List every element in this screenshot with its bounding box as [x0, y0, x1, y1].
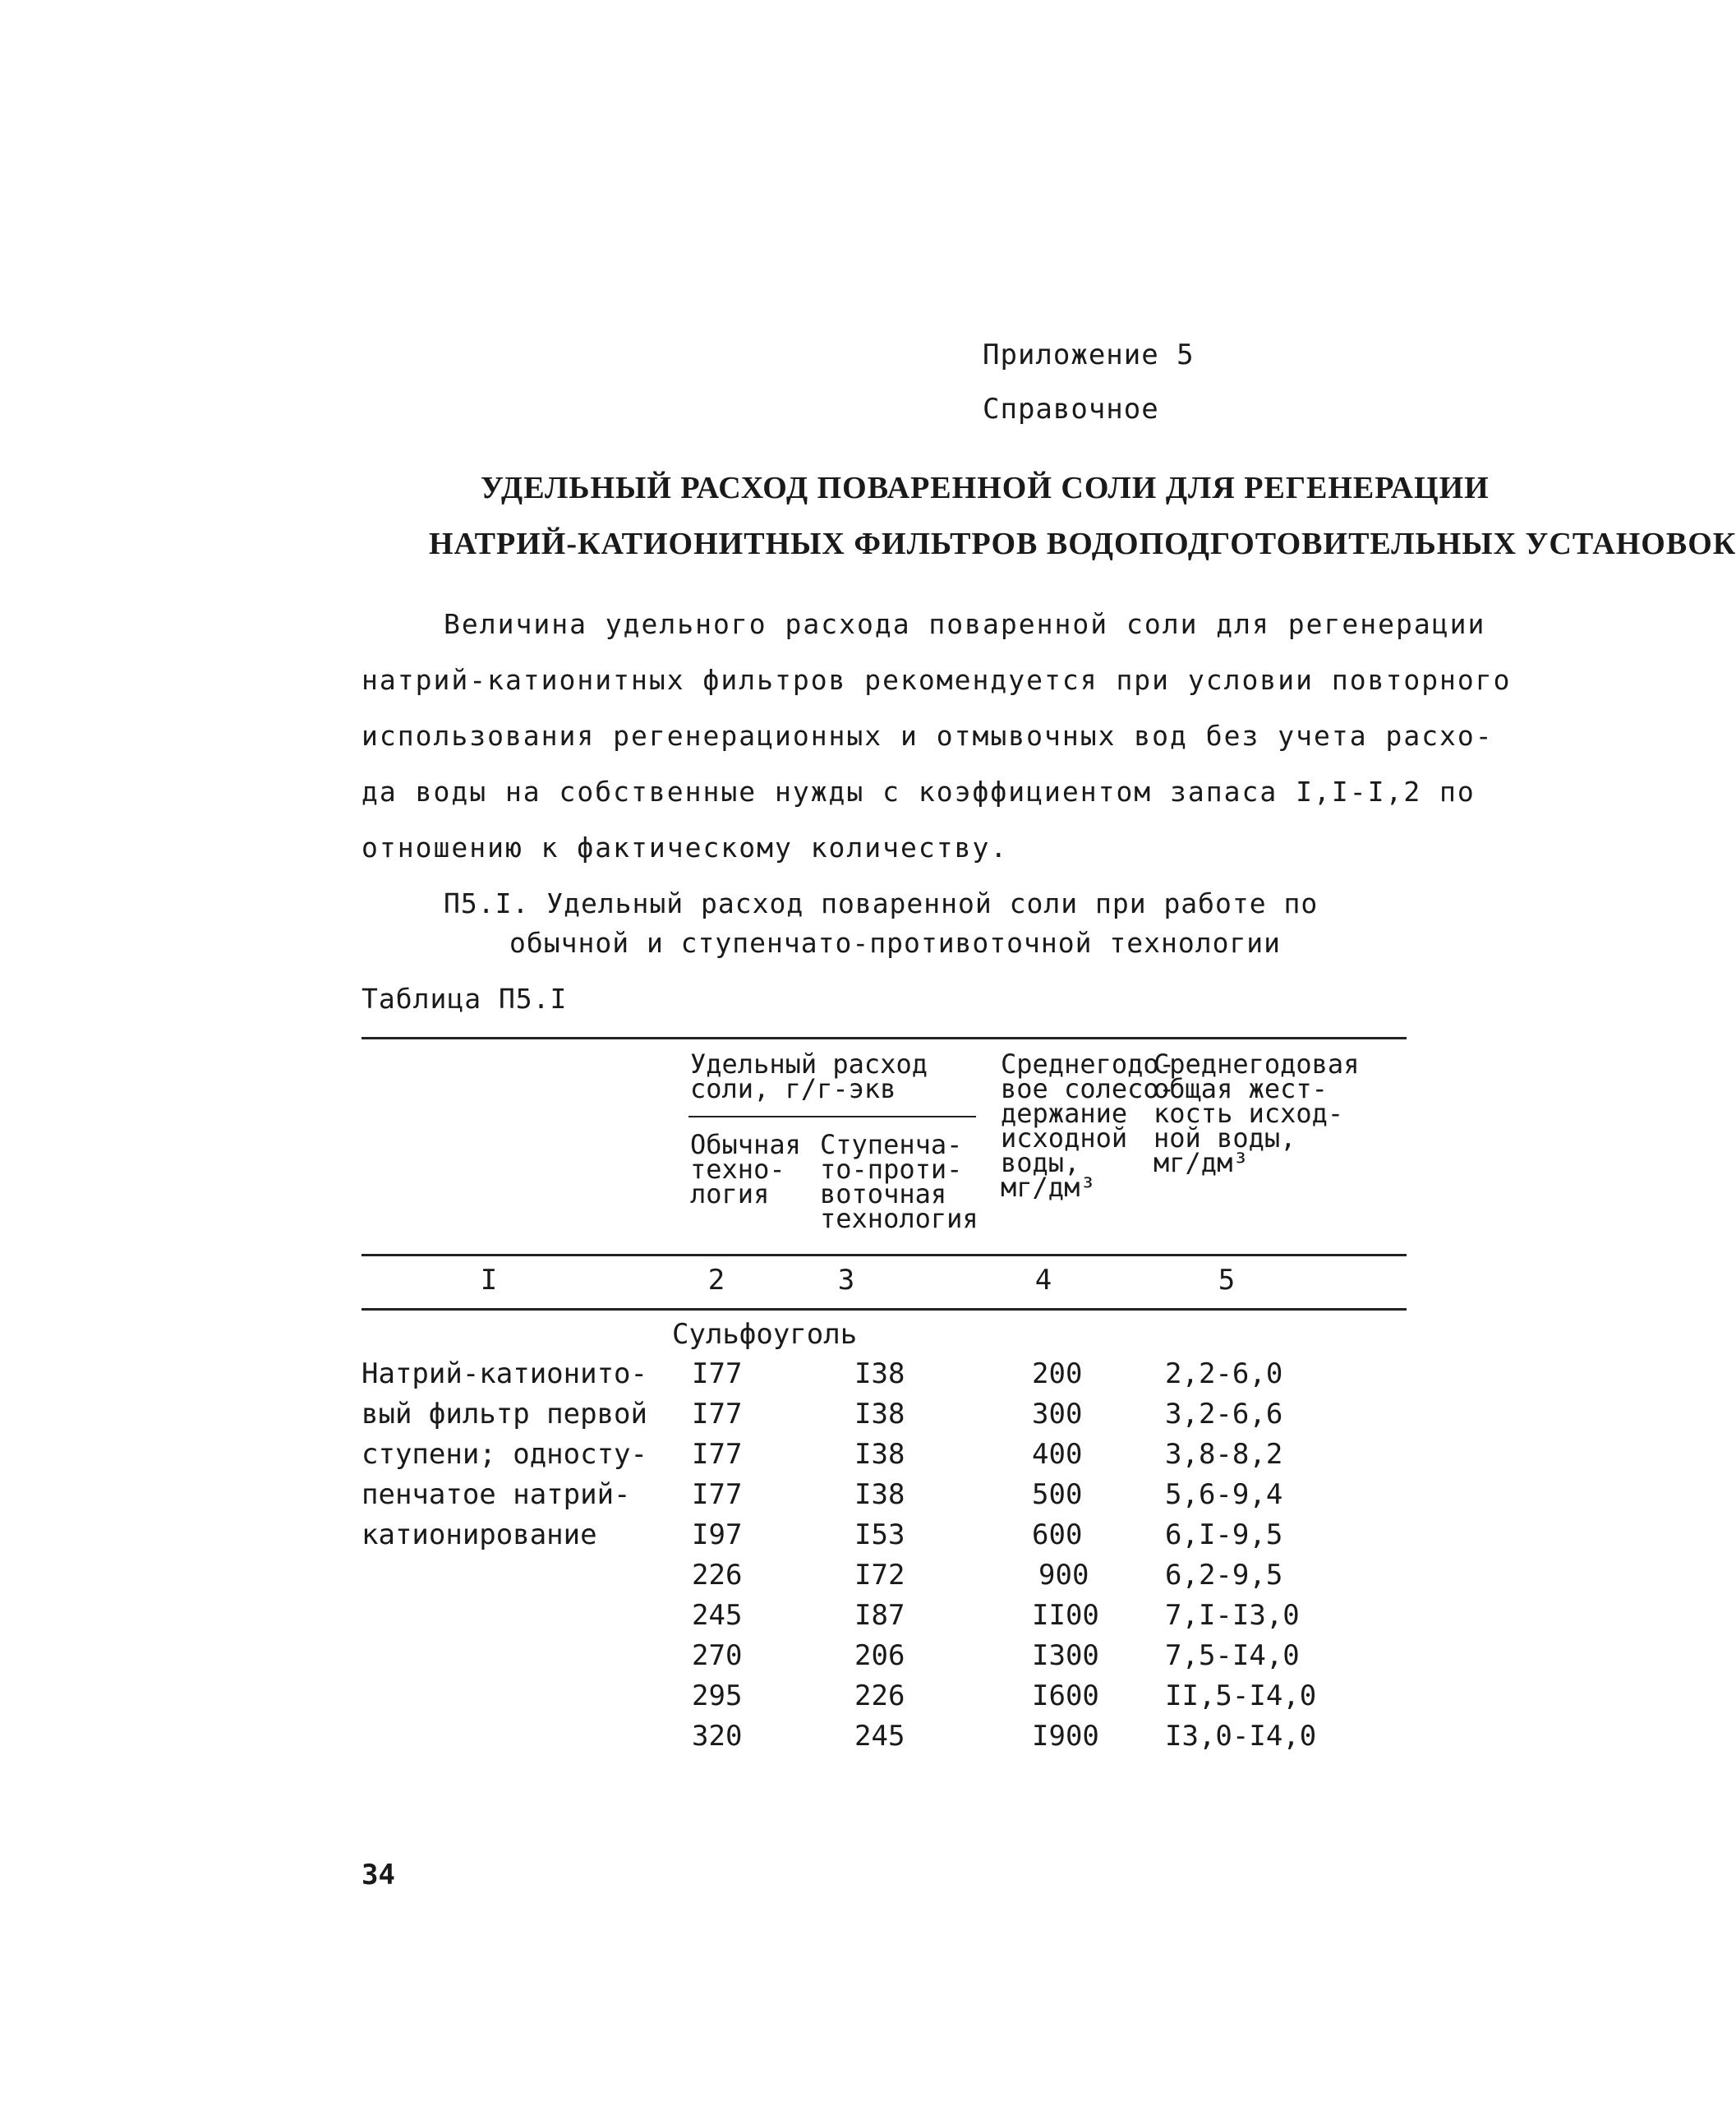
cell-col3: I38	[854, 1438, 905, 1471]
cell-col4: 200	[1032, 1357, 1083, 1390]
column-number: 4	[1034, 1264, 1052, 1297]
title-line-1: УДЕЛЬНЫЙ РАСХОД ПОВАРЕННОЙ СОЛИ ДЛЯ РЕГЕНЕРАЦИИ	[481, 471, 1490, 505]
cell-col4: 300	[1032, 1398, 1083, 1431]
header-bottom-rule	[361, 1254, 1407, 1256]
cell-col4: I600	[1032, 1679, 1099, 1712]
group-label: Сульфоуголь	[672, 1318, 858, 1351]
row-label-line: Натрий-катионито-	[361, 1357, 647, 1390]
cell-col5: II,5-I4,0	[1165, 1679, 1317, 1712]
cell-col5: 2,2-6,0	[1165, 1357, 1283, 1390]
appendix-kind: Справочное	[983, 393, 1159, 426]
table-label: Таблица П5.I	[361, 983, 568, 1015]
cell-col3: 206	[854, 1639, 905, 1672]
cell-col2: 320	[692, 1720, 743, 1753]
cell-col5: 7,5-I4,0	[1165, 1639, 1300, 1672]
cell-col3: I53	[854, 1518, 905, 1551]
cell-col2: I77	[692, 1438, 743, 1471]
cell-col2: I77	[692, 1357, 743, 1390]
paragraph-line: натрий-катионитных фильтров рекомендуется при условии повторного	[361, 664, 1512, 696]
table-top-rule	[361, 1037, 1407, 1039]
header-col-2: Обычная техно- логия	[690, 1129, 801, 1209]
cell-col5: 6,2-9,5	[1165, 1559, 1283, 1592]
cell-col4: 600	[1032, 1518, 1083, 1551]
group-header-rule	[688, 1116, 976, 1117]
cell-col4: 400	[1032, 1438, 1083, 1471]
cell-col3: I72	[854, 1559, 905, 1592]
header-group-salt-consumption: Удельный расход соли, г/г-экв	[690, 1048, 928, 1104]
cell-col4: 500	[1032, 1478, 1083, 1511]
row-label-line: пенчатое натрий-	[361, 1478, 631, 1511]
paragraph-line: отношению к фактическому количеству.	[361, 832, 1009, 864]
cell-col4: I900	[1032, 1720, 1099, 1753]
cell-col2: 226	[692, 1559, 743, 1592]
column-number: 2	[707, 1264, 725, 1297]
row-label-line: катионирование	[361, 1518, 597, 1551]
cell-col2: 270	[692, 1639, 743, 1672]
paragraph-line: использования регенерационных и отмывочных вод без учета расхо-	[361, 720, 1494, 752]
cell-col2: 295	[692, 1679, 743, 1712]
title-line-2: НАТРИЙ-КАТИОНИТНЫХ ФИЛЬТРОВ ВОДОПОДГОТОВИТЕЛЬНЫХ УСТАНОВОК	[429, 527, 1736, 561]
cell-col3: 226	[854, 1679, 905, 1712]
cell-col5: 3,8-8,2	[1165, 1438, 1283, 1471]
appendix-label: Приложение 5	[983, 339, 1195, 371]
cell-col2: I77	[692, 1398, 743, 1431]
row-label-line: вый фильтр первой	[361, 1398, 647, 1431]
cell-col4: 900	[1038, 1559, 1089, 1592]
header-col-5: Среднегодовая общая жест- кость исход- ной воды, мг/дм³	[1153, 1048, 1360, 1178]
cell-col4: II00	[1032, 1599, 1099, 1632]
header-col-4: Среднегодо- вое солесо- держание исходной воды, мг/дм³	[1001, 1048, 1175, 1203]
page-number: 34	[361, 1859, 395, 1891]
paragraph-line: да воды на собственные нужды с коэффициентом запаса I,I-I,2 по	[361, 776, 1476, 808]
cell-col3: I38	[854, 1478, 905, 1511]
cell-col3: I87	[854, 1599, 905, 1632]
cell-col2: I77	[692, 1478, 743, 1511]
cell-col5: 7,I-I3,0	[1165, 1599, 1300, 1632]
cell-col4: I300	[1032, 1639, 1099, 1672]
cell-col3: 245	[854, 1720, 905, 1753]
paragraph-line: Величина удельного расхода поваренной соли для регенерации	[444, 608, 1486, 640]
cell-col3: I38	[854, 1357, 905, 1390]
row-label-line: ступени; односту-	[361, 1438, 647, 1471]
column-number: I	[480, 1264, 498, 1297]
section-caption-line-2: обычной и ступенчато-противоточной технологии	[509, 927, 1282, 959]
cell-col2: I97	[692, 1518, 743, 1551]
cell-col5: 3,2-6,6	[1165, 1398, 1283, 1431]
column-number: 3	[837, 1264, 855, 1297]
cell-col5: I3,0-I4,0	[1165, 1720, 1317, 1753]
cell-col3: I38	[854, 1398, 905, 1431]
cell-col5: 5,6-9,4	[1165, 1478, 1283, 1511]
column-number-rule	[361, 1308, 1407, 1311]
column-number: 5	[1218, 1264, 1236, 1297]
section-caption-line-1: П5.I. Удельный расход поваренной соли при работе по	[444, 887, 1319, 919]
cell-col5: 6,I-9,5	[1165, 1518, 1283, 1551]
cell-col2: 245	[692, 1599, 743, 1632]
header-col-3: Ступенча- то-проти- воточная технология	[820, 1129, 979, 1234]
